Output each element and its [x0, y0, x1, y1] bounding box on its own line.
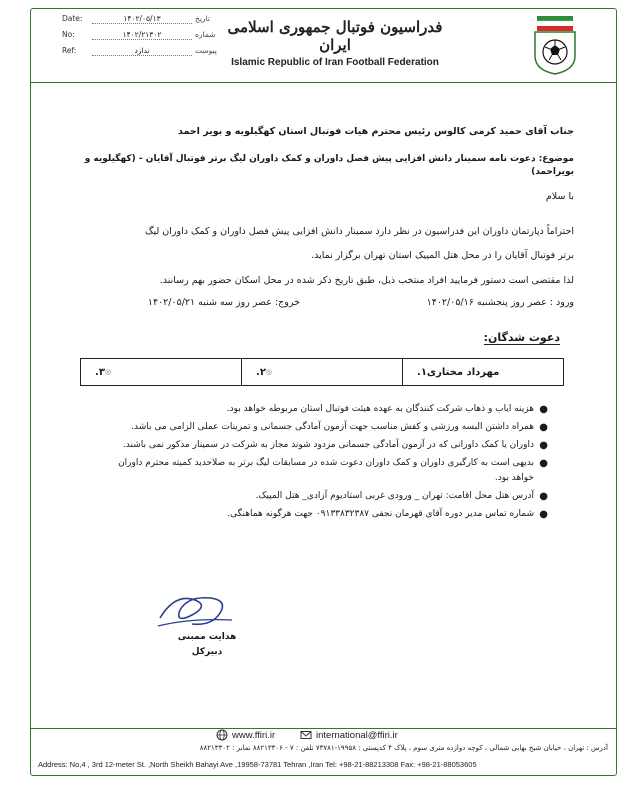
note-item: ● شماره تماس مدیر دوره آقای قهرمان نجفی ۰۹۱۳۳۸۳۲۳۸۷ جهت هرگونه هماهنگی. — [227, 509, 548, 520]
website-link[interactable]: www.ffiri.ir — [232, 730, 276, 741]
ref-value: ندارد — [92, 46, 192, 56]
addressee-line: جناب آقای حمید کرمی کالوس رئیس محترم هیات فوتبال استان کهگیلویه و بویر احمد — [177, 126, 574, 137]
federation-name-en: Islamic Republic of Iran Football Federation — [231, 57, 439, 68]
number-label: No: — [62, 30, 75, 39]
invitees-title — [440, 331, 560, 344]
email-link[interactable]: international@ffiri.ir — [316, 730, 398, 741]
ref-label-fa: پیوست — [195, 46, 217, 55]
header-divider — [30, 82, 617, 83]
greeting-line: با سلام — [545, 191, 574, 202]
date-label-fa: تاریخ — [195, 14, 210, 23]
note-item: ● آدرس هتل محل اقامت: تهران _ ورودی غربی استادیوم آزادی_ هتل المپیک. — [255, 491, 548, 502]
federation-name-fa: فدراسیون فوتبال جمهوری اسلامی ایران — [227, 18, 443, 54]
body-line-1: احتراماً دپارتمان داوران این فدراسیون در نظر دارد سمینار دانش افزایی پیش فصل داوران و کمک داوران لیگ — [145, 226, 574, 237]
notes-list — [110, 402, 548, 525]
address-en: Address: No,4 , 3rd 12-meter St. ,North Sheikh Bahayi Ave ,19958-73781 Tehran ,Iran Tel: +98-21-88213308 Fax: +98-21-88053605 — [38, 760, 477, 769]
number-label-fa: شماره — [195, 30, 216, 39]
invitee-cell-2 — [241, 359, 402, 385]
invitee-num-1: ۱. — [417, 366, 427, 378]
invitee-num-2: ۲. — [256, 366, 266, 378]
mail-icon — [300, 729, 312, 741]
invitee-mark-2: ◎ — [265, 368, 273, 376]
signer-name: هدایت ممبنی — [177, 632, 237, 642]
invitees-table — [80, 358, 564, 386]
note-item: ● هزینه ایاب و ذهاب شرکت کنندگان به عهده هیئت فوتبال استان مربوطه خواهد بود. — [226, 404, 548, 415]
note-item: ● همراه داشتن البسه ورزشی و کفش مناسب جهت آزمون آمادگی جسمانی و تمرینات عملی الزامی می باشد. — [131, 422, 548, 433]
invitees-title-text: دعوت شدگان: — [483, 331, 560, 344]
federation-emblem-icon — [531, 14, 579, 76]
signature-mark — [150, 588, 240, 638]
note-item: ● داوران یا کمک داورانی که در آزمون آمادگی جسمانی مردود شوند مجاز به شرکت در سمینار مذکور نمی باشند. — [122, 440, 548, 451]
body-line-3: لذا مقتضی است دستور فرمایید افراد منتخب ذیل، طبق تاریخ ذکر شده در محل اسکان حضور بهم رسانند. — [159, 275, 574, 286]
globe-icon — [216, 729, 228, 741]
subject-line: موضوع: دعوت نامه سمینار دانش افزایی پیش فصل داوران و کمک داوران لیگ برتر فوتبال آقایان - (کهگیلویه و بویراحمد) — [84, 154, 574, 177]
signer-title: دبیرکل — [191, 647, 223, 657]
note-item: ● بدیهی است به کارگیری داوران و کمک داوران دعوت شده در مسابقات لیگ برتر به صلاحدید کمیته محترم داوران خواهد بود. — [118, 458, 548, 483]
invitee-name-1: مهرداد مختاری — [426, 366, 500, 378]
address-fa: آدرس : تهران ، خیابان شیخ بهایی شمالی ، کوچه دوازده متری سوم ، پلاک ۴ کدپستی : ۱۹۹۵۸-۷۳۷۸۱ تلفن : ۷ - ۸۸۲۱۳۳۰۶ نمابر : ۸۸۲۱۳۳۰۲ — [199, 744, 608, 752]
ref-label: Ref: — [62, 46, 77, 55]
number-row — [62, 30, 215, 40]
ref-row — [62, 46, 217, 56]
invitee-mark-3: ◎ — [104, 368, 112, 376]
arrival-line: ورود : عصر روز پنجشنبه ۱۴۰۲/۰۵/۱۶ — [426, 297, 574, 308]
invitee-cell-1 — [402, 359, 563, 385]
number-value: ۱۴۰۲/۲۱۳۰۲ — [92, 30, 192, 40]
footer-divider — [30, 728, 617, 729]
page-frame — [30, 8, 617, 776]
body-line-2: برتر فوتبال آقایان را در محل هتل المپیک استان تهران برگزار نماید. — [311, 250, 574, 261]
invitee-num-3: ۳. — [95, 366, 105, 378]
date-label: Date: — [62, 14, 83, 23]
date-row — [62, 14, 210, 24]
invitee-cell-3 — [81, 359, 241, 385]
date-value: ۱۴۰۲/۰۵/۱۳ — [92, 14, 192, 24]
departure-line: خروج: عصر روز سه شنبه ۱۴۰۲/۰۵/۲۱ — [147, 297, 300, 308]
